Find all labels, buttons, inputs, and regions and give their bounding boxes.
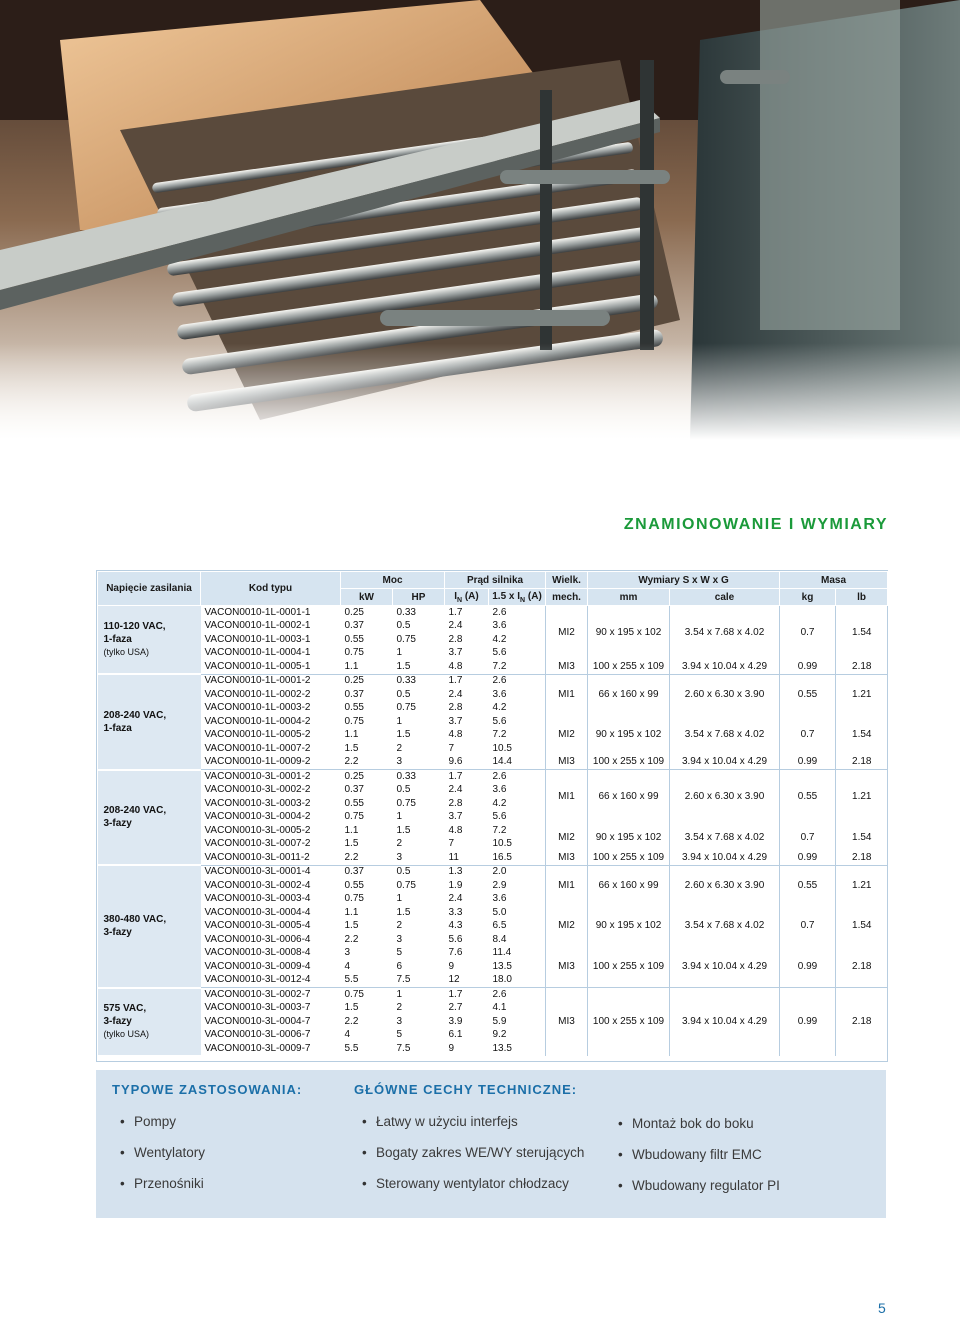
current-in-cell: 2.8	[448, 797, 463, 809]
tech-features-list-2	[618, 1114, 780, 1207]
power-hp-cell: 0.5	[396, 620, 411, 632]
current-in-cell: 2.4	[448, 620, 463, 632]
list-item: • Montaż bok do boku	[618, 1114, 780, 1145]
current-in15-cell: 2.6	[489, 606, 546, 620]
power-kw-cell: 1.1	[344, 824, 359, 836]
group-label-phase: 1-faza	[103, 722, 132, 734]
supply-voltage-group	[98, 674, 201, 770]
dimensions-in-cell: 3.94 x 10.04 x 4.29	[670, 756, 780, 770]
list-item: • Wentylatory	[120, 1143, 205, 1174]
power-hp-cell: 0.5	[393, 865, 445, 879]
mass-lb-cell: 1.54	[852, 729, 872, 741]
mass-kg-cell: 0.7	[780, 906, 836, 947]
power-kw-cell: 0.55	[344, 797, 364, 809]
power-hp-cell: 1	[396, 893, 403, 905]
power-kw-cell: 0.75	[341, 988, 393, 1002]
current-in15-cell: 16.5	[489, 851, 546, 865]
current-in15-cell: 14.4	[489, 756, 546, 770]
dimensions-mm-cell: 100 x 255 x 109	[588, 851, 670, 865]
type-code-cell: VACON0010-3L-0004-2	[204, 811, 311, 823]
dimensions-mm-cell: 100 x 255 x 109	[588, 988, 670, 1056]
mass-kg-cell: 0.55	[780, 674, 836, 715]
dimensions-in-cell: 3.94 x 10.04 x 4.29	[670, 947, 780, 988]
dimensions-mm-cell: 100 x 255 x 109	[588, 756, 670, 770]
current-in-cell: 6.1	[448, 1029, 463, 1041]
dimensions-in-cell: 3.94 x 10.04 x 4.29	[670, 660, 780, 674]
current-in15-cell: 5.6	[489, 647, 546, 661]
current-in15-cell: 7.2	[489, 660, 546, 674]
group-label-phase: 1-faza	[103, 634, 132, 645]
dimensions-mm-cell: 100 x 255 x 109	[588, 947, 670, 988]
current-in-cell: 2.8	[448, 702, 463, 714]
type-code-cell: VACON0010-3L-0001-4	[201, 865, 341, 879]
power-hp-cell: 0.75	[396, 797, 416, 809]
power-hp-cell: 1.5	[396, 824, 411, 836]
power-hp-cell: 1	[396, 647, 403, 659]
current-in-cell: 3.7	[448, 647, 463, 659]
table-row	[98, 947, 888, 961]
current-in-cell: 5.6	[448, 933, 463, 945]
frame-size-cell: MI1	[546, 865, 588, 906]
mass-lb-cell: 1.21	[836, 674, 888, 715]
type-code-cell: VACON0010-3L-0004-4	[204, 906, 311, 918]
header-supply-voltage: Napięcie zasilania	[98, 572, 201, 606]
current-in-cell: 1.3	[445, 865, 489, 879]
header-mass: Masa	[780, 572, 888, 589]
mass-kg-cell: 0.99	[780, 851, 836, 865]
mass-kg-cell: 0.55	[780, 770, 836, 825]
header-motor-current: Prąd silnika	[445, 572, 546, 589]
supply-voltage-group	[98, 865, 201, 988]
current-in15-cell: 3.6	[489, 784, 546, 798]
power-hp-cell: 0.75	[396, 879, 416, 891]
group-note: (tylko USA)	[103, 647, 150, 657]
mass-lb-cell: 1.21	[836, 770, 888, 825]
power-kw-cell: 0.75	[344, 811, 364, 823]
power-kw-cell: 1.5	[344, 1002, 359, 1014]
group-label-phase: 3-fazy	[103, 1016, 132, 1027]
group-label: 208-240 VAC,	[103, 805, 167, 817]
type-code-cell: VACON0010-3L-0005-2	[204, 824, 311, 836]
mass-lb-cell: 1.54	[852, 920, 872, 932]
power-kw-cell: 0.55	[344, 702, 364, 714]
current-in-cell: 7	[448, 838, 455, 850]
power-hp-cell: 1.5	[396, 729, 411, 741]
dimensions-mm-cell: 100 x 255 x 109	[588, 660, 670, 674]
power-hp-cell: 5	[396, 1029, 403, 1041]
type-code-cell: VACON0010-3L-0002-7	[201, 988, 341, 1002]
current-in15-cell: 5.6	[489, 715, 546, 729]
power-kw-cell: 5.5	[344, 1042, 359, 1054]
features-panel	[96, 1070, 886, 1218]
mass-kg-cell: 0.99	[780, 756, 836, 770]
rating-dimensions-table	[97, 571, 888, 1057]
power-hp-cell: 2	[396, 1002, 403, 1014]
header-in15-sub: N	[520, 596, 526, 604]
power-hp-cell: 1	[393, 988, 445, 1002]
mass-kg-cell: 0.55	[780, 865, 836, 906]
type-code-cell: VACON0010-3L-0011-2	[204, 851, 310, 863]
current-in15-cell: 9.2	[489, 1029, 546, 1043]
mass-lb-cell: 2.18	[836, 988, 888, 1056]
mass-lb-cell: 1.54	[852, 831, 872, 843]
frame-size-cell: MI3	[546, 756, 588, 770]
type-code-cell: VACON0010-3L-0001-2	[201, 770, 341, 784]
group-label-phase: 3-fazy	[103, 927, 132, 939]
power-hp-cell: 0.33	[393, 674, 445, 688]
power-kw-cell: 1.1	[344, 660, 359, 672]
frame-size-cell: MI1	[546, 770, 588, 825]
current-in-cell: 2.8	[448, 633, 463, 645]
current-in15-cell: 5.6	[489, 811, 546, 825]
power-hp-cell: 5	[396, 947, 403, 959]
current-in-cell: 2.4	[448, 784, 463, 796]
header-in15-unit: (A)	[525, 590, 542, 602]
type-code-cell: VACON0010-1L-0004-2	[204, 715, 311, 727]
dimensions-in-cell: 3.94 x 10.04 x 4.29	[670, 851, 780, 865]
page-number: 5	[878, 1300, 886, 1316]
current-in15-cell: 5.9	[489, 1015, 546, 1029]
dimensions-mm-cell: 90 x 195 x 102	[588, 606, 670, 661]
current-in15-cell: 3.6	[489, 893, 546, 907]
current-in15-cell: 2.6	[489, 988, 546, 1002]
type-code-cell: VACON0010-3L-0002-4	[204, 879, 311, 891]
power-kw-cell: 2.2	[344, 756, 359, 768]
frame-size-cell: MI3	[546, 988, 588, 1056]
power-hp-cell: 3	[396, 851, 403, 863]
header-dimensions: Wymiary S x W x G	[588, 572, 780, 589]
mass-lb-cell: 1.54	[852, 627, 872, 638]
current-in15-cell: 7.2	[489, 824, 546, 838]
group-label: 380-480 VAC,	[103, 914, 167, 926]
current-in-cell: 2.4	[448, 893, 463, 905]
current-in15-cell: 4.1	[489, 1002, 546, 1016]
mass-lb-cell: 2.18	[852, 660, 872, 672]
power-hp-cell: 2	[396, 920, 403, 932]
current-in-cell: 9	[448, 960, 455, 972]
current-in15-cell: 6.5	[489, 920, 546, 934]
type-code-cell: VACON0010-3L-0006-4	[204, 933, 311, 945]
group-label: 110-120 VAC,	[103, 621, 166, 632]
type-code-cell: VACON0010-3L-0004-7	[204, 1015, 311, 1027]
current-in-cell: 4.8	[448, 824, 463, 836]
header-in15	[489, 589, 546, 606]
dimensions-mm-cell: 90 x 195 x 102	[588, 906, 670, 947]
current-in-cell: 4.3	[448, 920, 463, 932]
mass-lb-cell: 2.18	[852, 960, 872, 972]
supply-voltage-group	[98, 770, 201, 866]
current-in15-cell: 4.2	[489, 633, 546, 647]
current-in15-cell: 3.6	[489, 688, 546, 702]
rating-table-body	[98, 606, 888, 1056]
power-kw-cell: 0.37	[344, 688, 364, 700]
power-hp-cell: 0.75	[396, 702, 416, 714]
current-in-cell: 1.7	[445, 988, 489, 1002]
list-item: • Bogaty zakres WE/WY sterujących	[362, 1143, 584, 1174]
current-in15-cell: 2.6	[489, 674, 546, 688]
current-in15-cell: 18.0	[489, 974, 546, 988]
group-label: 208-240 VAC,	[103, 709, 167, 721]
power-kw-cell: 0.55	[344, 633, 364, 645]
current-in-cell: 9.6	[448, 756, 463, 768]
current-in-cell: 3.7	[448, 715, 463, 727]
current-in-cell: 1.7	[445, 770, 489, 784]
hero-photo-conveyor	[0, 0, 960, 440]
power-kw-cell: 5.5	[344, 974, 359, 986]
power-hp-cell: 1.5	[396, 660, 411, 672]
header-mass-kg: kg	[780, 589, 836, 606]
table-row	[98, 674, 888, 688]
mass-kg-cell: 0.7	[780, 824, 836, 851]
supply-voltage-group	[98, 606, 201, 675]
current-in15-cell: 2.0	[489, 865, 546, 879]
power-kw-cell: 1.5	[344, 742, 359, 754]
power-kw-cell: 4	[344, 1029, 351, 1041]
current-in15-cell: 8.4	[489, 933, 546, 947]
type-code-cell: VACON0010-1L-0001-2	[201, 674, 341, 688]
frame-size-cell: MI2	[546, 906, 588, 947]
current-in-cell: 3.9	[448, 1015, 463, 1027]
current-in-cell: 9	[448, 1042, 455, 1054]
applications-list	[120, 1112, 205, 1205]
supply-voltage-group	[98, 988, 201, 1056]
current-in-cell: 3.7	[448, 811, 463, 823]
header-in15-pre: 1.5 x I	[492, 590, 521, 602]
list-item: • Łatwy w użyciu interfejs	[362, 1112, 584, 1143]
power-kw-cell: 0.75	[344, 893, 364, 905]
power-kw-cell: 0.75	[344, 715, 364, 727]
current-in15-cell: 11.4	[489, 947, 546, 961]
dimensions-in-cell: 2.60 x 6.30 x 3.90	[670, 674, 780, 715]
dimensions-in-cell: 2.60 x 6.30 x 3.90	[670, 770, 780, 825]
power-hp-cell: 6	[396, 960, 403, 972]
current-in-cell: 3.3	[448, 906, 463, 918]
dimensions-in-cell: 3.94 x 10.04 x 4.29	[670, 988, 780, 1056]
power-hp-cell: 7.5	[396, 974, 411, 986]
power-hp-cell: 2	[396, 838, 403, 850]
mass-lb-cell: 1.21	[836, 865, 888, 906]
current-in15-cell: 2.6	[489, 770, 546, 784]
mass-kg-cell: 0.7	[780, 715, 836, 756]
mass-kg-cell: 0.99	[780, 660, 836, 674]
list-item: • Przenośniki	[120, 1174, 205, 1205]
current-in15-cell: 13.5	[489, 960, 546, 974]
power-hp-cell: 0.5	[396, 784, 411, 796]
type-code-cell: VACON0010-3L-0002-2	[204, 784, 311, 796]
type-code-cell: VACON0010-1L-0001-1	[204, 606, 311, 618]
current-in-cell: 11	[448, 851, 459, 863]
type-code-cell: VACON0010-3L-0008-4	[204, 947, 311, 959]
table-row	[98, 906, 888, 920]
type-code-cell: VACON0010-1L-0007-2	[204, 742, 311, 754]
type-code-cell: VACON0010-3L-0009-7	[204, 1042, 311, 1054]
current-in-cell: 7.6	[448, 947, 463, 959]
table-row	[98, 715, 888, 729]
header-frame-size	[546, 572, 588, 589]
frame-size-cell: MI1	[546, 674, 588, 715]
group-note: (tylko USA)	[103, 1029, 150, 1039]
frame-size-cell: MI2	[546, 715, 588, 756]
list-item: • Pompy	[120, 1112, 205, 1143]
table-row	[98, 606, 888, 620]
type-code-cell: VACON0010-1L-0005-2	[204, 729, 311, 741]
dimensions-mm-cell: 66 x 160 x 99	[588, 770, 670, 825]
power-hp-cell: 3	[396, 1015, 403, 1027]
header-in-symbol: I	[454, 590, 458, 602]
header-dims-in: cale	[670, 589, 780, 606]
dimensions-mm-cell: 90 x 195 x 102	[588, 715, 670, 756]
power-kw-cell: 1.1	[344, 906, 359, 918]
frame-size-cell: MI2	[546, 606, 588, 661]
current-in-cell: 12	[448, 974, 460, 986]
current-in15-cell: 5.0	[489, 906, 546, 920]
dimensions-in-cell: 3.54 x 7.68 x 4.02	[670, 824, 780, 851]
current-in15-cell: 4.2	[489, 797, 546, 811]
power-kw-cell: 0.25	[341, 674, 393, 688]
power-kw-cell: 0.37	[341, 865, 393, 879]
power-kw-cell: 2.2	[344, 933, 359, 945]
power-hp-cell: 7.5	[396, 1042, 411, 1054]
header-in	[445, 589, 489, 606]
power-kw-cell: 1.5	[344, 838, 359, 850]
power-kw-cell: 0.55	[344, 879, 364, 891]
power-kw-cell: 0.25	[341, 770, 393, 784]
section-title: ZNAMIONOWANIE I WYMIARY	[623, 516, 888, 533]
power-kw-cell: 0.37	[344, 784, 364, 796]
power-kw-cell: 1.1	[344, 729, 359, 741]
current-in-cell: 7	[448, 742, 455, 754]
header-frame-size-line1: Wielk.	[552, 574, 581, 586]
type-code-cell: VACON0010-1L-0003-2	[204, 702, 311, 714]
table-row	[98, 851, 888, 865]
type-code-cell: VACON0010-1L-0009-2	[204, 756, 311, 768]
dimensions-mm-cell: 66 x 160 x 99	[588, 865, 670, 906]
header-power: Moc	[341, 572, 445, 589]
tech-features-list-1	[362, 1112, 584, 1205]
power-hp-cell: 1	[396, 811, 403, 823]
type-code-cell: VACON0010-3L-0012-4	[204, 974, 311, 986]
dimensions-mm-cell: 66 x 160 x 99	[588, 674, 670, 715]
frame-size-cell: MI2	[546, 824, 588, 851]
header-frame-size-line2: mech.	[546, 589, 588, 606]
dimensions-in-cell: 3.54 x 7.68 x 4.02	[670, 606, 780, 661]
type-code-cell: VACON0010-3L-0003-2	[204, 797, 311, 809]
current-in-cell: 2.7	[448, 1002, 463, 1014]
power-kw-cell: 0.25	[344, 606, 364, 618]
dimensions-mm-cell: 90 x 195 x 102	[588, 824, 670, 851]
dimensions-in-cell: 2.60 x 6.30 x 3.90	[670, 865, 780, 906]
dimensions-in-cell: 3.54 x 7.68 x 4.02	[670, 906, 780, 947]
current-in15-cell: 13.5	[489, 1042, 546, 1056]
header-in-sub: N	[457, 596, 463, 604]
power-hp-cell: 0.33	[393, 770, 445, 784]
type-code-cell: VACON0010-1L-0004-1	[204, 647, 311, 659]
type-code-cell: VACON0010-3L-0009-4	[204, 960, 311, 972]
mass-kg-cell: 0.7	[780, 606, 836, 661]
type-code-cell: VACON0010-3L-0003-4	[204, 893, 311, 905]
current-in15-cell: 4.2	[489, 702, 546, 716]
frame-size-cell: MI3	[546, 660, 588, 674]
current-in-cell: 4.8	[448, 660, 463, 672]
power-hp-cell: 2	[396, 742, 403, 754]
rating-table-panel	[96, 570, 888, 1062]
current-in15-cell: 7.2	[489, 729, 546, 743]
type-code-cell: VACON0010-3L-0007-2	[204, 838, 311, 850]
power-hp-cell: 0.33	[396, 606, 416, 618]
header-hp: HP	[393, 589, 445, 606]
table-row	[98, 770, 888, 784]
table-row	[98, 824, 888, 838]
power-hp-cell: 1	[396, 715, 403, 727]
list-item: • Sterowany wentylator chłodzacy	[362, 1174, 584, 1205]
mass-kg-cell: 0.99	[780, 947, 836, 988]
type-code-cell: VACON0010-3L-0006-7	[204, 1029, 311, 1041]
header-in-unit: (A)	[462, 590, 479, 602]
mass-lb-cell: 2.18	[852, 851, 872, 863]
dimensions-in-cell: 3.54 x 7.68 x 4.02	[670, 715, 780, 756]
tech-features-title: GŁÓWNE CECHY TECHNICZNE:	[354, 1082, 578, 1097]
header-dims-mm: mm	[588, 589, 670, 606]
power-kw-cell: 2.2	[344, 851, 359, 863]
frame-size-cell: MI3	[546, 947, 588, 988]
power-hp-cell: 0.75	[396, 633, 416, 645]
power-kw-cell: 0.75	[344, 647, 364, 659]
current-in-cell: 2.4	[448, 688, 463, 700]
table-row	[98, 865, 888, 879]
group-label-phase: 3-fazy	[103, 818, 132, 830]
type-code-cell: VACON0010-1L-0002-2	[204, 688, 311, 700]
group-label: 575 VAC,	[103, 1003, 147, 1014]
type-code-cell: VACON0010-1L-0002-1	[204, 620, 311, 632]
table-row	[98, 660, 888, 674]
mass-kg-cell: 0.99	[780, 988, 836, 1056]
power-hp-cell: 3	[396, 933, 403, 945]
frame-size-cell: MI3	[546, 851, 588, 865]
list-item: • Wbudowany regulator PI	[618, 1176, 780, 1207]
applications-title: TYPOWE ZASTOSOWANIA:	[112, 1082, 303, 1097]
power-hp-cell: 1.5	[396, 906, 411, 918]
current-in-cell: 1.9	[448, 879, 463, 891]
current-in15-cell: 2.9	[489, 879, 546, 893]
header-type-code: Kod typu	[201, 572, 341, 606]
type-code-cell: VACON0010-3L-0003-7	[204, 1002, 311, 1014]
table-row	[98, 988, 888, 1002]
current-in15-cell: 10.5	[489, 742, 546, 756]
current-in15-cell: 3.6	[489, 620, 546, 634]
current-in15-cell: 10.5	[489, 838, 546, 852]
power-hp-cell: 3	[396, 756, 403, 768]
power-hp-cell: 0.5	[396, 688, 411, 700]
power-kw-cell: 4	[344, 960, 351, 972]
current-in-cell: 1.7	[448, 606, 463, 618]
power-kw-cell: 1.5	[344, 920, 359, 932]
type-code-cell: VACON0010-1L-0005-1	[204, 660, 311, 672]
power-kw-cell: 2.2	[344, 1015, 359, 1027]
header-mass-lb: lb	[836, 589, 888, 606]
type-code-cell: VACON0010-1L-0003-1	[204, 633, 311, 645]
power-kw-cell: 0.37	[344, 620, 364, 632]
list-item: • Wbudowany filtr EMC	[618, 1145, 780, 1176]
table-row	[98, 756, 888, 770]
mass-lb-cell: 2.18	[852, 756, 872, 768]
type-code-cell: VACON0010-3L-0005-4	[204, 920, 311, 932]
power-kw-cell: 3	[344, 947, 351, 959]
current-in-cell: 4.8	[448, 729, 463, 741]
current-in-cell: 1.7	[445, 674, 489, 688]
header-kw: kW	[341, 589, 393, 606]
